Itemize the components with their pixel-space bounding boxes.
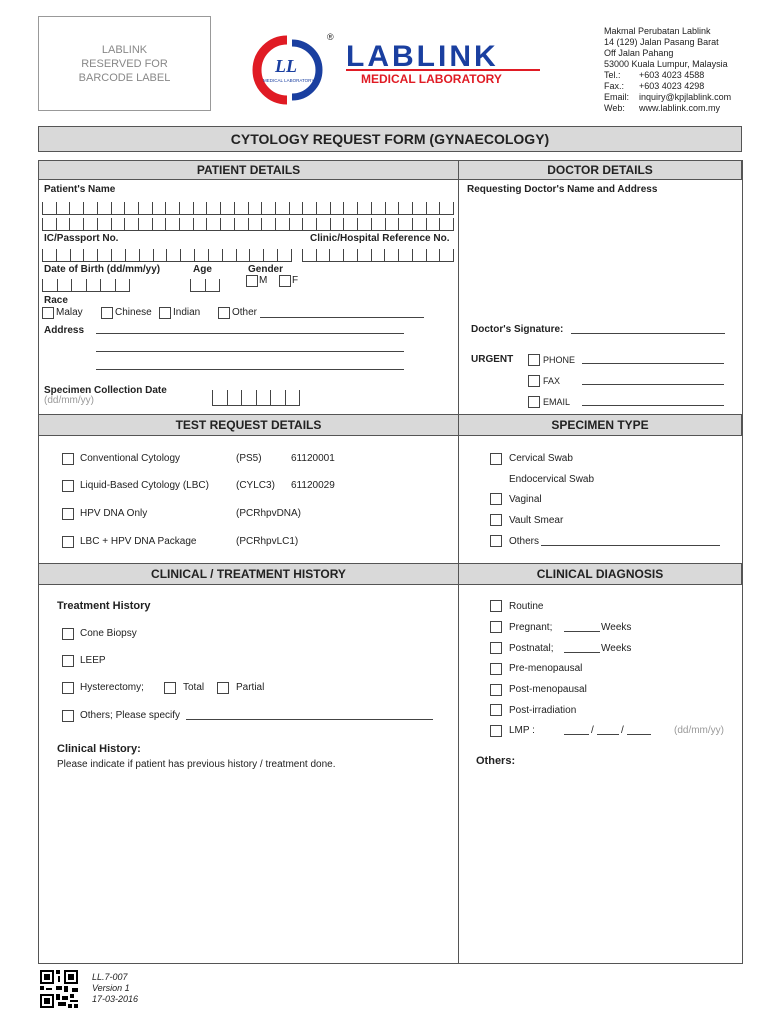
fax-label: Fax.:: [604, 81, 625, 91]
race-other-label: Other: [232, 307, 258, 318]
brand-underline: [346, 69, 540, 71]
doctor-signature-field[interactable]: [571, 333, 725, 334]
test-lbc-checkbox[interactable]: [62, 480, 74, 492]
address-line-3[interactable]: [96, 369, 404, 370]
dx-lmp-checkbox[interactable]: [490, 725, 502, 737]
dx-others-label: Others:: [476, 755, 516, 767]
dx-premenopausal-label: Pre-menopausal: [509, 663, 583, 674]
urgent-fax-label: FAX: [543, 376, 561, 386]
dx-pregnant-weeks-input[interactable]: [564, 631, 600, 632]
fax-value: +603 4023 4298: [639, 81, 705, 91]
patient-name-field-2[interactable]: [42, 218, 454, 231]
dx-lmp-month-input[interactable]: [597, 734, 619, 735]
dx-premenopausal-checkbox[interactable]: [490, 663, 502, 675]
race-indian-checkbox[interactable]: [159, 307, 171, 319]
address-line-2[interactable]: [96, 351, 404, 352]
specimen-vault-label: Vault Smear: [509, 515, 564, 526]
form-code: LL.7-007: [92, 972, 128, 982]
dx-lmp-year-input[interactable]: [627, 734, 651, 735]
dx-postnatal-weeks-label: Weeks: [601, 643, 632, 654]
patient-name-label: Patient's Name: [44, 184, 116, 195]
specimen-endocervical-checkbox[interactable]: [490, 493, 502, 505]
ic-passport-label: IC/Passport No.: [44, 233, 119, 244]
treatment-others-checkbox[interactable]: [62, 710, 74, 722]
web-label: Web:: [604, 103, 625, 113]
race-malay-label: Malay: [56, 307, 83, 318]
hysterectomy-partial-label: Partial: [236, 682, 265, 693]
test-conventional-checkbox[interactable]: [62, 453, 74, 465]
lab-name: Makmal Perubatan Lablink: [604, 26, 711, 36]
doctor-details-header: DOCTOR DETAILS: [458, 160, 742, 180]
test-hpv-name: HPV DNA Only: [80, 508, 148, 519]
dx-postirradiation-label: Post-irradiation: [509, 705, 577, 716]
address-label: Address: [44, 325, 85, 336]
clinical-history-label: Clinical History:: [57, 743, 141, 755]
race-label: Race: [44, 295, 68, 306]
lab-address-line-2: Off Jalan Pahang: [604, 48, 674, 58]
test-conventional-name: Conventional Cytology: [80, 453, 181, 464]
test-hpv-code: (PCRhpvDNA): [236, 508, 302, 519]
lab-address-line-3: 53000 Kuala Lumpur, Malaysia: [604, 59, 728, 69]
address-line-1[interactable]: [96, 333, 404, 334]
doctor-signature-label: Doctor's Signature:: [471, 324, 564, 335]
specimen-others-input[interactable]: [541, 545, 720, 546]
tel-label: Tel.:: [604, 70, 621, 80]
urgent-email-input[interactable]: [582, 405, 724, 406]
cone-biopsy-checkbox[interactable]: [62, 628, 74, 640]
specimen-others-label: Others: [509, 536, 540, 547]
urgent-email-label: EMAIL: [543, 397, 571, 407]
leep-checkbox[interactable]: [62, 655, 74, 667]
gender-male-label: M: [259, 275, 268, 286]
hysterectomy-label: Hysterectomy;: [80, 682, 144, 693]
tel-value: +603 4023 4588: [639, 70, 705, 80]
doctor-name-label: Requesting Doctor's Name and Address: [467, 184, 658, 195]
treatment-history-label: Treatment History: [57, 600, 151, 612]
test-package-name: LBC + HPV DNA Package: [80, 536, 197, 547]
urgent-phone-checkbox[interactable]: [528, 354, 540, 366]
specimen-vault-checkbox[interactable]: [490, 514, 502, 526]
hysterectomy-partial-checkbox[interactable]: [217, 682, 229, 694]
specimen-date-hint: (dd/mm/yy): [44, 395, 94, 406]
specimen-date-label: Specimen Collection Date: [44, 385, 167, 396]
test-lbc-code: (CYLC3): [236, 480, 275, 491]
age-label: Age: [193, 264, 212, 275]
dx-pregnant-weeks-label: Weeks: [601, 622, 632, 633]
gender-female-checkbox[interactable]: [279, 275, 291, 287]
clinic-reference-label: Clinic/Hospital Reference No.: [310, 233, 450, 244]
test-conventional-code: (PS5): [236, 453, 262, 464]
form-date: 17-03-2016: [92, 994, 139, 1004]
test-lbc-number: 61120029: [291, 480, 335, 491]
clinical-diagnosis-header: CLINICAL DIAGNOSIS: [458, 563, 742, 585]
dx-lmp-label: LMP :: [509, 725, 535, 736]
urgent-fax-checkbox[interactable]: [528, 375, 540, 387]
test-package-code: (PCRhpvLC1): [236, 536, 299, 547]
urgent-label: URGENT: [471, 354, 514, 365]
brand-name: LABLINK: [346, 40, 499, 73]
form-code-block: [92, 972, 138, 1005]
clinical-history-header: CLINICAL / TREATMENT HISTORY: [38, 563, 459, 585]
dx-lmp-day-input[interactable]: [564, 734, 589, 735]
dx-postnatal-checkbox[interactable]: [490, 642, 502, 654]
treatment-others-input[interactable]: [186, 719, 433, 720]
test-request-header: TEST REQUEST DETAILS: [38, 414, 459, 436]
specimen-cervical-checkbox[interactable]: [490, 453, 502, 465]
dob-field[interactable]: [42, 279, 130, 292]
dx-postmenopausal-label: Post-menopausal: [509, 684, 587, 695]
column-divider: [458, 160, 459, 963]
specimen-vaginal-label: Vaginal: [509, 494, 542, 505]
brand-subtitle: MEDICAL LABORATORY: [361, 72, 502, 86]
urgent-fax-input[interactable]: [582, 384, 724, 385]
specimen-others-checkbox[interactable]: [490, 535, 502, 547]
hysterectomy-checkbox[interactable]: [62, 682, 74, 694]
barcode-line-1: LABLINK: [101, 44, 148, 56]
leep-label: LEEP: [80, 655, 106, 666]
cone-biopsy-label: Cone Biopsy: [80, 628, 137, 639]
race-chinese-checkbox[interactable]: [101, 307, 113, 319]
email-label: Email:: [604, 92, 630, 102]
specimen-endocervical-label: Endocervical Swab: [509, 474, 595, 485]
registered-mark: ®: [327, 32, 334, 42]
race-other-input[interactable]: [260, 317, 424, 318]
ic-passport-field[interactable]: [42, 249, 292, 262]
age-field[interactable]: [190, 279, 220, 292]
dob-label: Date of Birth (dd/mm/yy): [44, 264, 161, 275]
dx-pregnant-label: Pregnant;: [509, 622, 553, 633]
test-package-checkbox[interactable]: [62, 536, 74, 548]
dx-postnatal-label: Postnatal;: [509, 643, 554, 654]
dx-postirradiation-checkbox[interactable]: [490, 704, 502, 716]
urgent-phone-input[interactable]: [582, 363, 724, 364]
dx-lmp-hint: (dd/mm/yy): [674, 725, 724, 736]
lmp-slash-1: /: [591, 725, 594, 736]
emblem-letters: LL: [275, 56, 297, 76]
dx-routine-checkbox[interactable]: [490, 600, 502, 612]
race-other-checkbox[interactable]: [218, 307, 230, 319]
race-malay-checkbox[interactable]: [42, 307, 54, 319]
gender-female-label: F: [292, 275, 299, 286]
dx-postnatal-weeks-input[interactable]: [564, 652, 600, 653]
patient-details-header: PATIENT DETAILS: [38, 160, 459, 180]
patient-name-field-1[interactable]: [42, 202, 454, 215]
lab-address-line-1: 14 (129) Jalan Pasang Barat: [604, 37, 719, 47]
test-hpv-checkbox[interactable]: [62, 508, 74, 520]
clinical-history-note: Please indicate if patient has previous history / treatment done.: [57, 759, 336, 770]
barcode-reserved-box: [38, 16, 211, 111]
gender-male-checkbox[interactable]: [246, 275, 258, 287]
urgent-phone-label: PHONE: [543, 355, 576, 365]
gender-label: Gender: [248, 264, 284, 275]
form-version: Version 1: [92, 983, 130, 993]
test-lbc-name: Liquid-Based Cytology (LBC): [80, 480, 209, 491]
qr-code: [40, 970, 78, 1008]
treatment-others-label: Others; Please specify: [80, 710, 181, 721]
lab-address: [604, 26, 731, 114]
hysterectomy-total-checkbox[interactable]: [164, 682, 176, 694]
barcode-line-2: RESERVED FOR: [81, 58, 168, 70]
test-conventional-number: 61120001: [291, 453, 335, 464]
lablink-emblem-logo: [240, 34, 335, 106]
form-title: CYTOLOGY REQUEST FORM (GYNAECOLOGY): [38, 126, 742, 152]
dx-pregnant-checkbox[interactable]: [490, 621, 502, 633]
dx-postmenopausal-checkbox[interactable]: [490, 684, 502, 696]
race-chinese-label: Chinese: [115, 307, 152, 318]
clinic-reference-field[interactable]: [302, 249, 454, 262]
specimen-type-header: SPECIMEN TYPE: [458, 414, 742, 436]
email-value[interactable]: inquiry@kpjlablink.com: [639, 92, 732, 102]
lmp-slash-2: /: [621, 725, 624, 736]
emblem-text: MEDICAL LABORATORY: [263, 78, 315, 83]
race-indian-label: Indian: [173, 307, 201, 318]
web-value[interactable]: www.lablink.com.my: [639, 103, 721, 113]
form-frame: [38, 160, 743, 964]
urgent-email-checkbox[interactable]: [528, 396, 540, 408]
barcode-line-3: BARCODE LABEL: [78, 72, 171, 84]
dx-routine-label: Routine: [509, 601, 544, 612]
specimen-cervical-label: Cervical Swab: [509, 453, 573, 464]
specimen-date-field[interactable]: [212, 390, 300, 406]
hysterectomy-total-label: Total: [183, 682, 205, 693]
